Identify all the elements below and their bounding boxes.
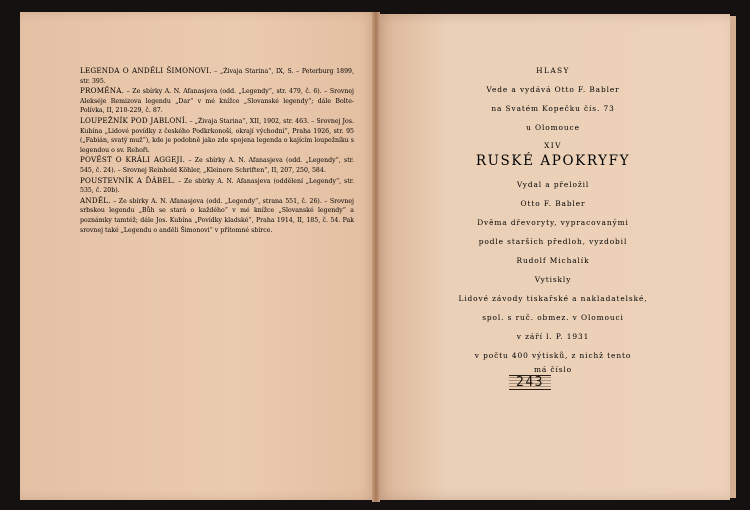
note-item (80, 66, 354, 86)
note-text: – „Živaja Starina“, IX, S. – Peterburg 1899, str. 395. (80, 68, 354, 85)
copy-number: 243 (516, 375, 544, 390)
series-name: HLASY (536, 66, 570, 75)
note-text: – Ze sbírky A. N. Afanasjeva (odd. „Legendy“, strana 551, č. 26). – Srovnej srbskou legendu „Bůh se stará o každého“ v mé knížce „Slovanské legendy“ a poznámky tamtéž; dále Jos. Kubína „Povídky kladské“, Praha 1914, II, 185, č. 54. Pak srovnej také „Legendu o anděli Šimonovi“ v přítomné sbírce. (80, 197, 354, 234)
note-item (80, 196, 354, 235)
note-heading: PROMĚNA. (80, 86, 125, 96)
note-heading: POUSTEVNÍK A ĎÁBEL. (80, 175, 176, 185)
note-text: – Ze sbírky A. N. Afanasjeva (odd. „Legendy“, str. 479, č. 6). – Srovnej Alekséje Remizova legendu „Dar“ v mé knížce „Slovanské legendy“; dále Bolte-Polívka, II, 210-229, č. 87. (80, 88, 354, 115)
date-line: v září l. P. 1931 (516, 332, 590, 341)
note-text: – Ze sbírky A. N. Afanasjeva (oddělení „Legendy“, str. 535, č. 20b). (80, 177, 355, 195)
translated-by-label: Vydal a přeložil (516, 180, 590, 189)
city-line: u Olomouce (526, 123, 580, 132)
note-item (80, 116, 354, 155)
printed-label: Vytiskly (534, 275, 572, 284)
copy-number-stamp (509, 375, 551, 390)
note-heading: ANDĚL. (80, 195, 111, 205)
note-heading: LEGENDA O ANDĚLI ŠIMONOVI. (80, 66, 212, 75)
woodcuts-line: Dvěma dřevoryty, vypracovanými (477, 218, 629, 227)
note-item (80, 86, 354, 116)
note-item (80, 176, 354, 196)
note-item (80, 155, 354, 175)
editor-line: Vede a vydává Otto F. Babler (486, 85, 620, 94)
page-edge (730, 16, 736, 498)
address-line: na Svatém Kopečku čís. 73 (491, 104, 615, 113)
note-text: – „Živaja Starina“, XII, 1902, str. 463. – Srovnej Jos. Kubína „Lidové povídky z českého Podkrkonoší, okrají východní“, Praha 1926, str. 95 („Fabián, svatý muž“), kde je podobně jako zde spojena legenda o kajícím loupežníku s legendou o sv. Rehoři. (80, 117, 354, 154)
note-heading: LOUPEŽNÍK POD JABLONÍ. (80, 115, 188, 125)
note-heading: POVĚST O KRÁLI AGGEJI. (80, 155, 186, 165)
title-page (376, 0, 730, 500)
note-text: – Ze sbírky A. N. Afanasjeva (odd. „Legendy“, str. 545, č. 24). – Srovnej Reinhold Köhler, „Kleinere Schriften“, II, 207, 250, 584. (80, 157, 354, 174)
bibliographic-notes (80, 66, 354, 235)
edition-line: v počtu 400 výtisků, z nichž tento (474, 351, 632, 360)
volume-number: XIV (544, 141, 562, 150)
illustrator-name: Rudolf Michalík (516, 256, 590, 265)
translator-name: Otto F. Babler (520, 199, 586, 208)
copy-label: má číslo (533, 365, 573, 374)
printer-line: Lidové závody tiskařské a nakladatelské, (458, 294, 648, 303)
printer-line-2: spol. s ruč. obmez. v Olomouci (482, 313, 624, 322)
woodcuts-line-2: podle starších předloh, vyzdobil (478, 237, 628, 246)
book-title: RUSKÉ APOKRYFY (475, 153, 631, 169)
